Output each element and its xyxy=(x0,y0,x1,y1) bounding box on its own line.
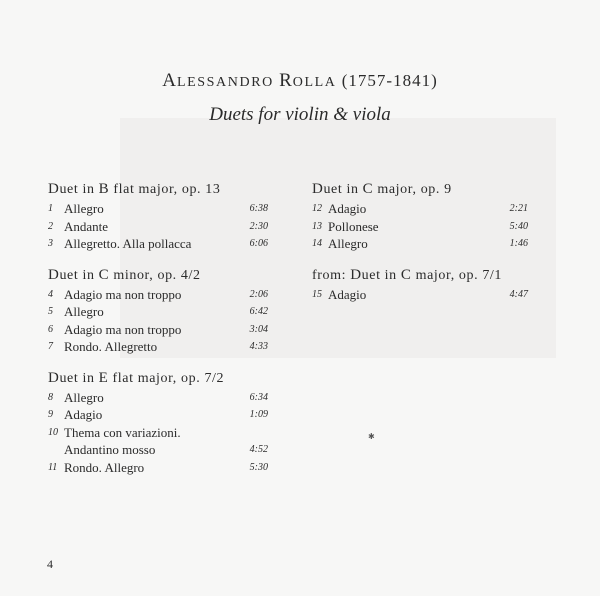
track-name: Adagio ma non troppo xyxy=(64,321,182,337)
track-row xyxy=(48,389,268,407)
track-duration: 6:42 xyxy=(249,306,268,317)
work-section xyxy=(312,267,528,304)
work-section xyxy=(48,370,268,477)
track-name: Rondo. Allegretto xyxy=(64,339,158,354)
track-name: Adagio xyxy=(328,286,367,302)
track-duration: 1:46 xyxy=(509,238,528,249)
composer-last-initial: R xyxy=(279,70,293,91)
work-section xyxy=(48,267,268,356)
track-number: 3 xyxy=(48,238,53,249)
left-track-column xyxy=(48,181,268,490)
track-duration: 3:04 xyxy=(249,323,268,335)
track-duration: 6:06 xyxy=(249,238,268,249)
track-name: Thema con variazioni. xyxy=(64,424,181,440)
track-name: Andante xyxy=(64,218,109,234)
work-subtitle: Duets for violin & viola xyxy=(209,104,391,125)
track-duration: 6:38 xyxy=(249,203,268,214)
track-row xyxy=(48,303,268,321)
track-row xyxy=(48,459,268,477)
track-name: Allegro xyxy=(64,304,104,319)
track-number: 15 xyxy=(312,288,322,300)
track-name: Adagio xyxy=(64,407,103,422)
print-mark: ✱ xyxy=(368,432,375,441)
track-name: Allegro xyxy=(64,389,104,405)
track-row xyxy=(48,200,268,218)
track-duration: 6:34 xyxy=(249,391,268,403)
track-number: 6 xyxy=(48,323,53,335)
track-row xyxy=(312,218,528,236)
work-title: Duet in B flat major, op. 13 xyxy=(48,181,221,197)
track-number: 12 xyxy=(312,203,322,214)
work-title: Duet in C minor, op. 4/2 xyxy=(48,266,201,283)
composer-last-rest: OLLA xyxy=(292,75,337,90)
composer-dates: (1757-1841) xyxy=(341,71,438,90)
track-number: 13 xyxy=(312,220,322,232)
track-name: Pollonese xyxy=(328,218,379,234)
composer-first-initial: A xyxy=(162,70,177,91)
track-row xyxy=(48,424,268,442)
track-duration: 2:21 xyxy=(509,203,528,214)
track-number: 1 xyxy=(48,203,53,214)
track-name: Allegro xyxy=(64,201,104,216)
track-number: 11 xyxy=(48,461,58,473)
right-track-column xyxy=(312,181,528,317)
page-number: 4 xyxy=(47,557,53,571)
track-duration: 4:33 xyxy=(249,341,268,352)
work-section xyxy=(48,181,268,253)
composer-first-rest: LESSANDRO xyxy=(176,75,274,90)
work-title: from: Duet in C major, op. 7/1 xyxy=(312,266,503,283)
track-number: 9 xyxy=(48,409,53,420)
composer-heading xyxy=(0,70,600,92)
track-name: Andantino mosso xyxy=(64,442,156,457)
track-number: 8 xyxy=(48,391,53,403)
track-row xyxy=(48,406,268,424)
track-name: Adagio xyxy=(328,201,367,216)
track-row xyxy=(312,200,528,218)
work-section xyxy=(312,181,528,253)
track-number: 10 xyxy=(48,426,58,438)
work-title: Duet in C major, op. 9 xyxy=(312,181,452,197)
track-row xyxy=(48,338,268,356)
track-duration: 2:30 xyxy=(249,220,268,232)
track-row xyxy=(48,286,268,304)
track-row xyxy=(48,321,268,339)
track-name: Allegro xyxy=(328,236,368,251)
track-number: 7 xyxy=(48,341,53,352)
work-title: Duet in E flat major, op. 7/2 xyxy=(48,369,225,386)
track-row xyxy=(48,441,268,459)
track-row xyxy=(312,286,528,304)
track-duration: 1:09 xyxy=(249,409,268,420)
track-duration: 4:52 xyxy=(249,444,268,455)
track-duration: 5:40 xyxy=(509,220,528,232)
track-duration: 4:47 xyxy=(509,288,528,300)
track-number: 4 xyxy=(48,288,53,300)
track-duration: 5:30 xyxy=(249,461,268,473)
track-name: Adagio ma non troppo xyxy=(64,286,182,302)
track-duration: 2:06 xyxy=(249,288,268,300)
track-row xyxy=(48,235,268,253)
track-number: 2 xyxy=(48,220,53,232)
track-number: 5 xyxy=(48,306,53,317)
track-name: Rondo. Allegro xyxy=(64,459,145,475)
track-name: Allegretto. Alla pollacca xyxy=(64,236,192,251)
track-number: 14 xyxy=(312,238,322,249)
track-row xyxy=(48,218,268,236)
track-row xyxy=(312,235,528,253)
